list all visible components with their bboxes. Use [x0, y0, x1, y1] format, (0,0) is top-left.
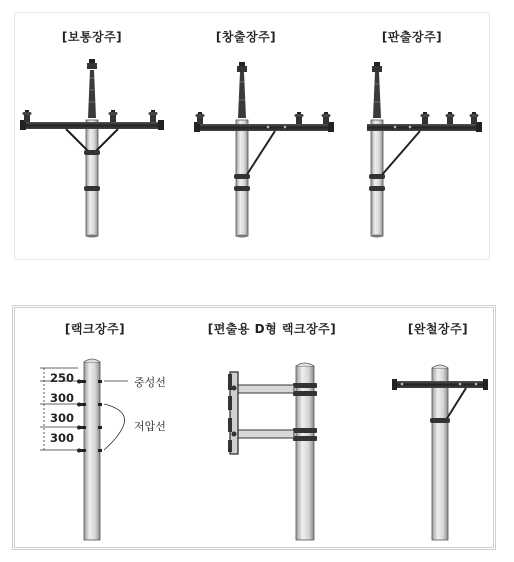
caption-rack-pole: [랙크장주]	[64, 322, 126, 336]
dimension-300-a: 300	[50, 391, 75, 405]
brace	[446, 388, 466, 420]
crossarm-pole-figure	[392, 365, 488, 540]
caption-crossarm-pole: [완철장주]	[407, 322, 469, 336]
caption-normal-pole: [보통장주]	[61, 30, 123, 44]
label-neutral-line: 중성선	[134, 376, 166, 389]
dimension-300-c: 300	[50, 431, 75, 445]
d-rack-arm	[238, 430, 294, 438]
caption-side-pole: [판출장주]	[381, 30, 443, 44]
d-rack-arm	[238, 385, 294, 393]
pole	[432, 368, 448, 540]
d-rack-pole-figure	[228, 363, 317, 540]
caption-window-pole: [창출장주]	[215, 30, 277, 44]
caption-d-rack-pole: [편출용 D형 랙크장주]	[207, 322, 337, 336]
dimension-300-b: 300	[50, 411, 75, 425]
crossarm	[392, 381, 488, 388]
label-low-voltage-line: 저압선	[134, 420, 166, 433]
dimension-250: 250	[50, 371, 75, 385]
